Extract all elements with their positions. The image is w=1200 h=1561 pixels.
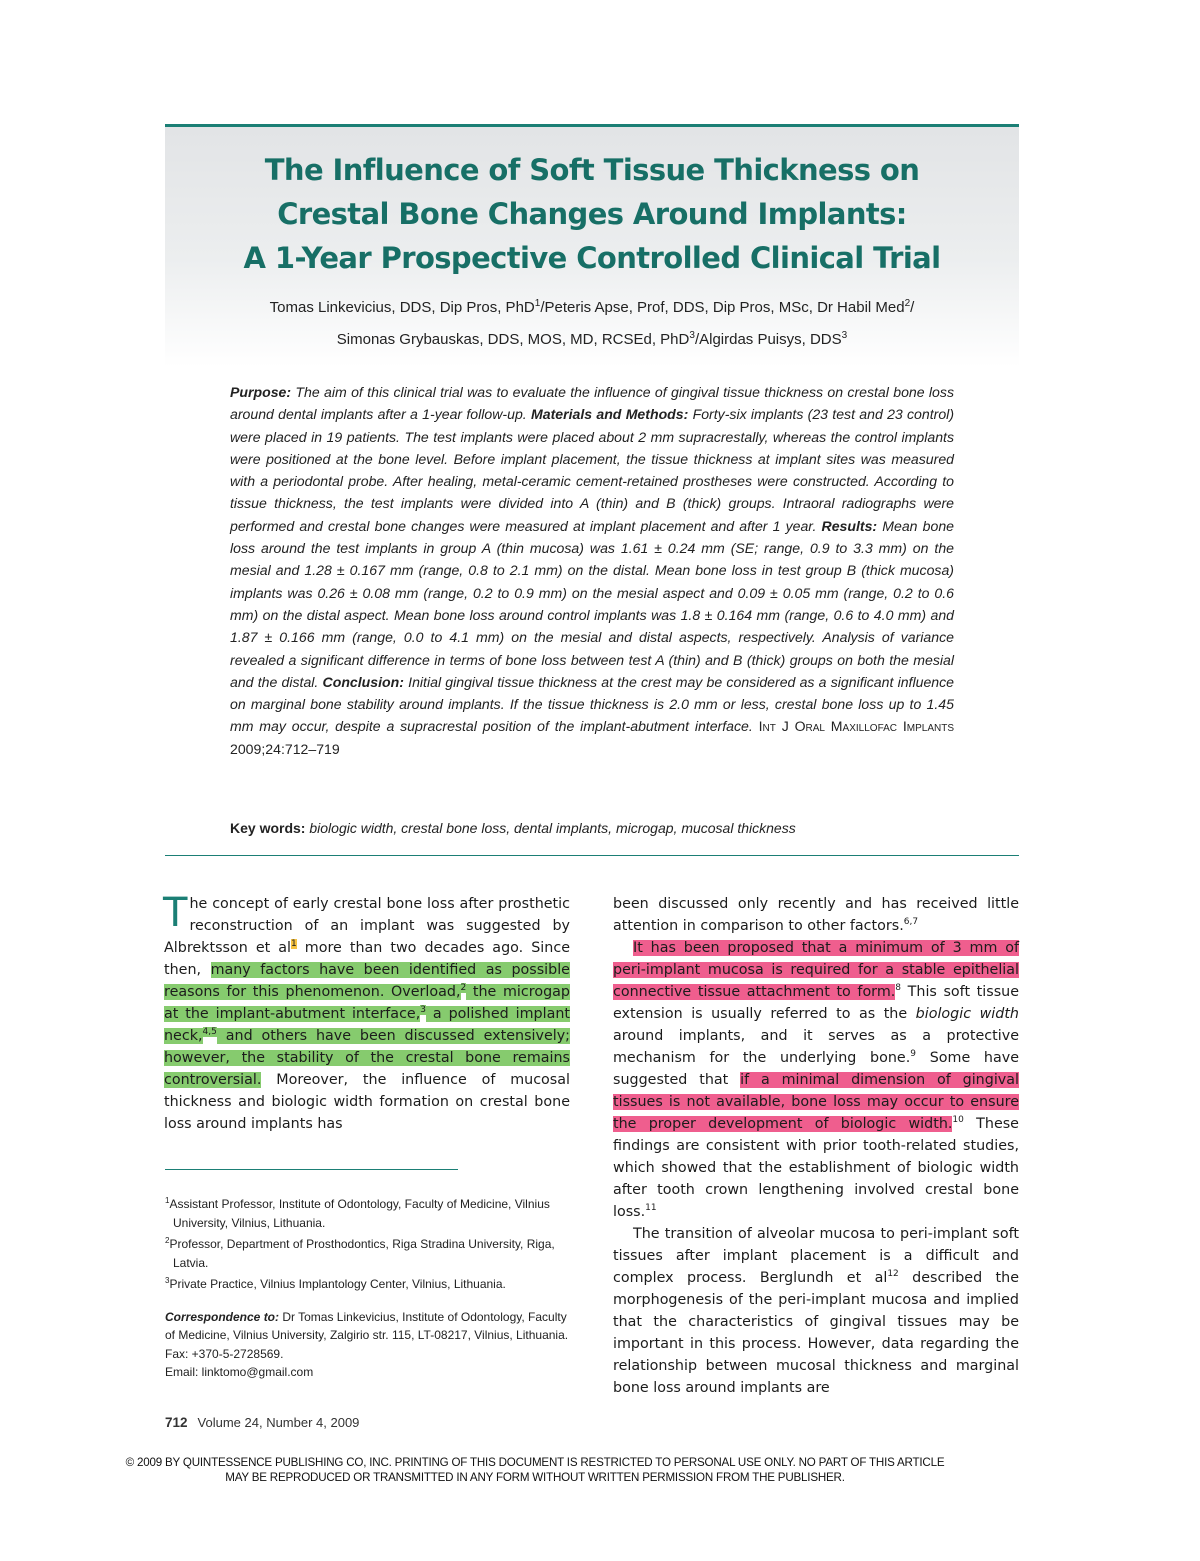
abstract-purpose-label: Purpose: bbox=[230, 384, 292, 400]
body-text: The transition of alveolar mucosa to peri-implant soft tissues after implant placement is a difficult and complex process. Berglundh et al bbox=[613, 1226, 1019, 1286]
citation-ref[interactable]: 11 bbox=[645, 1203, 657, 1214]
body-text: he concept of early crestal bone loss after prosthetic reconstruction of an implant was suggested by Albrektsson et al bbox=[164, 896, 570, 956]
citation-ref[interactable]: 12 bbox=[887, 1269, 899, 1280]
body-text: Some have suggested that bbox=[613, 1050, 1019, 1088]
copyright-line: © 2009 BY QUINTESSENCE PUBLISHING CO, INC. PRINTING OF THIS DOCUMENT IS RESTRICTED TO PERSONAL USE ONLY. NO PART OF THIS ARTICLE bbox=[125, 1456, 945, 1469]
body-text: described the morphogenesis of the peri-implant mucosa and implied that the characteristics of gingival tissues may be important in this process. However, data regarding the relationship between mucosal thickness and marginal bone loss around implants are bbox=[613, 1270, 1020, 1396]
journal-volume: Volume 24, Number 4, 2009 bbox=[197, 1415, 360, 1430]
correspondence-email[interactable]: Email: linktomo@gmail.com bbox=[165, 1365, 314, 1379]
affiliation-marker: 2 bbox=[904, 298, 911, 309]
article-title bbox=[165, 148, 1019, 280]
footnote-text: Assistant Professor, Institute of Odontology, Faculty of Medicine, Vilnius University, Vilnius, Lithuania. bbox=[169, 1197, 550, 1230]
affiliation-marker: 1 bbox=[534, 298, 541, 309]
body-paragraph bbox=[613, 893, 1019, 937]
citation-ref[interactable]: 10 bbox=[952, 1115, 964, 1126]
citation-ref[interactable]: 4,5 bbox=[202, 1027, 217, 1038]
citation-journal: Int J Oral Maxillofac Implants bbox=[758, 718, 954, 735]
drop-cap: T bbox=[163, 890, 188, 936]
abstract-methods-label: Materials and Methods: bbox=[530, 406, 689, 423]
author-name: Simonas Grybauskas, DDS, MOS, MD, RCSEd, PhD bbox=[336, 331, 690, 348]
copyright-line: MAY BE REPRODUCED OR TRANSMITTED IN ANY FORM WITHOUT WRITTEN PERMISSION FROM THE PUBLISHER. bbox=[225, 1471, 845, 1484]
body-text: Moreover, the influence of mucosal thickness and biologic width formation on crestal bone loss around implants has bbox=[164, 1072, 570, 1132]
keywords bbox=[230, 818, 990, 838]
body-text: more than two decades ago. Since then, bbox=[164, 940, 570, 978]
correspondence-text: Dr Tomas Linkevicius, Institute of Odontology, Faculty of Medicine, Vilnius University, Zalgirio str. 115, LT-08217, Vilnius, Lithuania. Fax: +370-5-2728569. bbox=[165, 1309, 569, 1361]
abstract-conclusion-label: Conclusion: bbox=[322, 673, 404, 690]
highlight-green[interactable]: the microgap at the implant-abutment interface, bbox=[164, 984, 570, 1022]
title-line: A 1-Year Prospective Controlled Clinical Trial bbox=[243, 241, 941, 275]
citation-volume: 2009;24:712–719 bbox=[230, 740, 340, 757]
highlight-pink[interactable]: if a minimal dimension of gingival tissues is not available, bone loss may occur to ensure the proper development of biologic width. bbox=[613, 1072, 1019, 1132]
correspondence-label: Correspondence to: bbox=[165, 1309, 280, 1324]
body-text: This soft tissue extension is usually referred to as the bbox=[613, 984, 1020, 1022]
abstract-conclusion: Initial gingival tissue thickness at the crest may be considered as a significant influence on marginal bone stability around implants. If the tissue thickness is 2.0 mm or less, crestal bone loss up to 1.45 mm may occur, despite a supracrestal position of the implant-abutment interface. bbox=[230, 673, 955, 735]
abstract-results: Mean bone loss around the test implants in group A (thin mucosa) was 1.61 ± 0.24 mm (SE; range, 0.9 to 3.3 mm) on the mesial and 1.28 ± 0.167 mm (range, 0.8 to 2.1 mm) on the distal. Mean bone loss in test group B (thick mucosa) implants was 0.26 ± 0.08 mm (range, 0.2 to 0.9 mm) on the mesial aspect and 0.09 ± 0.05 mm (range, 0.2 to 0.6 mm) on the distal aspect. Mean bone loss around control implants was 1.8 ± 0.164 mm (range, 0.6 to 4.0 mm) and 1.87 ± 0.166 mm (range, 0.0 to 4.1 mm) on the mesial and distal aspects, respectively. Analysis of variance revealed a significant difference in terms of bone loss between test A (thin) and B (thick) groups on both the mesial and the distal. bbox=[230, 517, 954, 690]
title-line: Crestal Bone Changes Around Implants: bbox=[277, 197, 907, 231]
abstract-methods: Forty-six implants (23 test and 23 control) were placed in 19 patients. The test implants were placed about 2 mm supracrestally, whereas the control implants were positioned at the bone level. Before implant placement, the tissue thickness at implant sites was measured with a periodontal probe. After healing, metal-ceramic cement-retained prostheses were constructed. According to tissue thickness, the test implants were divided into A (thin) and B (thick) groups. Intraoral radiographs were performed and crestal bone changes were measured at implant placement and after 1 year. bbox=[230, 406, 955, 534]
author-separator: / bbox=[910, 299, 915, 316]
author-name: /Algirdas Puisys, DDS bbox=[694, 331, 842, 348]
citation-ref[interactable]: 3 bbox=[420, 1005, 427, 1016]
highlight-green[interactable]: and others have been discussed extensively; however, the stability of the crestal bone remains controversial. bbox=[164, 1028, 570, 1088]
citation-ref[interactable]: 8 bbox=[895, 983, 902, 994]
body-paragraph bbox=[613, 937, 1019, 1223]
correspondence bbox=[165, 1308, 575, 1382]
author-list bbox=[165, 290, 1019, 354]
footnote-text: Professor, Department of Prosthodontics, Riga Stradina University, Riga, Latvia. bbox=[169, 1237, 555, 1270]
footnote-text: Private Practice, Vilnius Implantology Center, Vilnius, Lithuania. bbox=[169, 1277, 506, 1291]
author-line bbox=[165, 322, 1019, 354]
correspondence-address bbox=[165, 1308, 575, 1364]
footnote-number: 2 bbox=[165, 1236, 170, 1245]
author-name: /Peteris Apse, Prof, DDS, Dip Pros, MSc, Dr Habil Med bbox=[540, 299, 905, 316]
copyright-notice bbox=[90, 1455, 980, 1485]
footnote-number: 3 bbox=[165, 1276, 170, 1285]
affiliation-marker: 3 bbox=[689, 330, 695, 341]
body-text: These findings are consistent with prior tooth-related studies, which showed that the establishment of biologic width after tooth crown lengthening involved crestal bone loss. bbox=[613, 1116, 1019, 1220]
abstract-purpose: The aim of this clinical trial was to evaluate the influence of gingival tissue thickness on crestal bone loss around dental implants after a 1-year follow-up. bbox=[230, 384, 954, 423]
citation-ref[interactable]: 2 bbox=[460, 983, 467, 994]
highlight-green[interactable]: many factors have been identified as possible reasons for this phenomenon. Overload, bbox=[164, 962, 570, 1000]
keywords-list: biologic width, crestal bone loss, dental implants, microgap, mucosal thickness bbox=[305, 820, 796, 836]
abstract bbox=[230, 381, 954, 760]
footnote bbox=[165, 1232, 575, 1272]
author-line bbox=[165, 290, 1019, 322]
affiliation-marker: 3 bbox=[841, 330, 848, 341]
header-divider bbox=[165, 855, 1019, 856]
body-column-left bbox=[163, 890, 571, 1135]
body-column-right bbox=[613, 893, 1019, 1399]
footnote bbox=[165, 1192, 575, 1232]
footnote-divider bbox=[165, 1169, 458, 1170]
author-name: Tomas Linkevicius, DDS, Dip Pros, PhD bbox=[269, 299, 535, 316]
page-footer bbox=[165, 1415, 359, 1430]
body-paragraph bbox=[613, 1223, 1019, 1399]
abstract-results-label: Results: bbox=[821, 517, 878, 534]
body-paragraph bbox=[163, 890, 571, 1135]
title-line: The Influence of Soft Tissue Thickness on bbox=[264, 153, 920, 187]
highlight-green[interactable]: a polished implant neck, bbox=[164, 1006, 571, 1044]
keywords-label: Key words: bbox=[230, 820, 306, 836]
footnote-number: 1 bbox=[165, 1196, 170, 1205]
citation-ref[interactable]: 9 bbox=[910, 1049, 917, 1060]
body-text: been discussed only recently and has received little attention in comparison to other factors. bbox=[613, 896, 1019, 934]
page-number: 712 bbox=[165, 1415, 188, 1430]
body-emphasis: biologic width bbox=[915, 1006, 1019, 1022]
highlight-pink[interactable]: It has been proposed that a minimum of 3 mm of peri-implant mucosa is required for a stable epithelial connective tissue attachment to form. bbox=[613, 940, 1019, 1000]
footnote bbox=[165, 1272, 575, 1294]
citation-ref[interactable]: 1 bbox=[291, 939, 297, 950]
footnotes bbox=[165, 1192, 575, 1382]
citation-ref[interactable]: 6,7 bbox=[903, 917, 919, 928]
body-text: around implants, and it serves as a protective mechanism for the underlying bone. bbox=[613, 1028, 1019, 1066]
